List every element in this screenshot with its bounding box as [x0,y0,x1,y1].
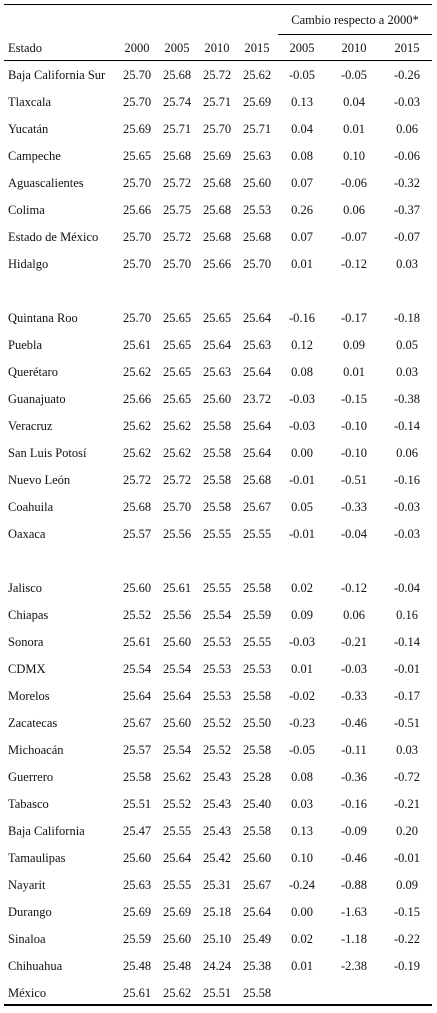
year-value: 25.65 [162,338,192,352]
year-value: 25.70 [122,68,152,82]
year-value: 25.56 [162,527,192,541]
state-name: Sinaloa [8,932,46,946]
year-value: 25.53 [202,635,232,649]
change-value: 0.06 [343,608,365,622]
state-name: Oaxaca [8,527,46,541]
change-value: 0.03 [291,797,313,811]
year-value: 25.62 [122,446,152,460]
year-value: 25.62 [162,770,192,784]
year-value: 25.65 [122,149,152,163]
year-value: 25.51 [122,797,152,811]
change-value: -0.26 [393,68,421,82]
year-value: 25.54 [122,662,152,676]
change-value: -0.38 [393,392,421,406]
change-value: -0.03 [340,662,368,676]
year-value: 25.71 [242,122,272,136]
state-name: Hidalgo [8,257,49,271]
change-value: -0.16 [288,311,316,325]
change-value: 0.01 [291,662,313,676]
top-rule [4,4,432,5]
state-column-header: Estado [8,41,43,55]
year-value: 25.68 [162,149,192,163]
state-name: Tabasco [8,797,49,811]
change-col-rule [382,34,432,35]
change-value: -0.51 [340,473,368,487]
change-value: -0.04 [340,527,368,541]
change-value: 0.00 [291,905,313,919]
year-value: 25.40 [242,797,272,811]
year-value: 25.69 [122,122,152,136]
change-value: 0.05 [396,338,418,352]
year-value: 25.60 [122,851,152,865]
year-value: 25.58 [122,770,152,784]
year-value: 25.61 [162,581,192,595]
change-value: 0.20 [396,824,418,838]
year-value: 25.58 [242,824,272,838]
year-value: 25.38 [242,959,272,973]
state-name: Quintana Roo [8,311,78,325]
change-value: -0.10 [340,446,368,460]
year-value: 25.55 [242,527,272,541]
change-value: 0.07 [291,230,313,244]
change-value: 0.02 [291,932,313,946]
year-value: 25.67 [122,716,152,730]
year-value: 25.63 [242,149,272,163]
change-value: -0.12 [340,581,368,595]
change-value: 0.04 [291,122,313,136]
year-value: 25.57 [122,743,152,757]
year-value: 25.65 [202,311,232,325]
change-value: 0.03 [396,365,418,379]
year-value: 25.68 [242,473,272,487]
change-value: -0.12 [340,257,368,271]
year-value: 25.58 [202,473,232,487]
year-value: 25.68 [202,203,232,217]
state-name: México [8,986,47,1000]
change-value: -0.03 [393,527,421,541]
year-column-header: 2010 [204,41,230,55]
state-name: Durango [8,905,52,919]
change-value: -0.22 [393,932,421,946]
year-value: 25.61 [122,338,152,352]
change-value: -0.51 [393,716,421,730]
year-value: 25.53 [202,689,232,703]
state-name: Aguascalientes [8,176,84,190]
change-value: -0.17 [340,311,368,325]
state-name: Campeche [8,149,61,163]
year-value: 24.24 [202,959,232,973]
year-value: 25.43 [202,797,232,811]
year-value: 25.69 [242,95,272,109]
year-value: 25.64 [242,365,272,379]
year-value: 25.64 [162,689,192,703]
change-value: -0.19 [393,959,421,973]
year-value: 25.72 [122,473,152,487]
year-value: 25.63 [242,338,272,352]
change-value: -0.03 [393,95,421,109]
year-value: 25.59 [122,932,152,946]
state-name: Nayarit [8,878,46,892]
change-value: -0.17 [393,689,421,703]
change-value: -1.63 [340,905,368,919]
year-value: 25.64 [122,689,152,703]
change-value: 0.04 [343,95,365,109]
state-name: Estado de México [8,230,99,244]
state-name: Baja California [8,824,85,838]
state-name: Veracruz [8,419,53,433]
change-value: -0.24 [288,878,316,892]
change-value: -0.33 [340,689,368,703]
change-value: -0.23 [288,716,316,730]
state-name: Nuevo León [8,473,71,487]
year-value: 25.68 [122,500,152,514]
change-value: 0.03 [396,743,418,757]
year-value: 25.18 [202,905,232,919]
year-value: 25.70 [122,311,152,325]
change-value: -1.18 [340,932,368,946]
state-name: Guanajuato [8,392,66,406]
change-value: -0.03 [288,419,316,433]
change-value: 0.02 [291,581,313,595]
change-value: -0.03 [393,500,421,514]
year-value: 25.58 [202,446,232,460]
year-value: 25.60 [162,932,192,946]
year-value: 25.64 [202,338,232,352]
change-value: 0.08 [291,149,313,163]
year-value: 25.51 [202,986,232,1000]
year-value: 25.57 [122,527,152,541]
year-value: 25.68 [162,68,192,82]
year-value: 25.61 [122,986,152,1000]
year-value: 25.48 [162,959,192,973]
year-value: 25.60 [122,581,152,595]
year-value: 25.58 [242,743,272,757]
year-value: 25.62 [122,419,152,433]
header-rule [4,60,432,61]
year-value: 25.64 [162,851,192,865]
change-value: -0.05 [340,68,368,82]
change-col-rule [330,34,378,35]
year-value: 25.47 [122,824,152,838]
change-value: -0.32 [393,176,421,190]
state-name: Guerrero [8,770,54,784]
change-value: -2.38 [340,959,368,973]
state-name: Zacatecas [8,716,58,730]
year-value: 25.50 [242,716,272,730]
change-value: -0.02 [288,689,316,703]
year-value: 25.64 [242,446,272,460]
state-name: Jalisco [8,581,43,595]
year-value: 25.52 [122,608,152,622]
year-value: 25.62 [242,68,272,82]
change-value: -0.01 [288,527,316,541]
change-value: -0.88 [340,878,368,892]
change-col-rule [278,34,326,35]
year-column-header: 2005 [164,41,190,55]
state-name: Tamaulipas [8,851,66,865]
change-value: 0.07 [291,176,313,190]
year-value: 25.52 [202,716,232,730]
year-value: 25.62 [162,986,192,1000]
year-value: 25.62 [162,419,192,433]
change-value: -0.01 [288,473,316,487]
year-value: 25.72 [162,230,192,244]
bottom-rule [4,1004,432,1006]
year-column-header: 2015 [244,41,270,55]
change-group-header: Cambio respecto a 2000* [291,13,419,27]
state-name: Coahuila [8,500,54,514]
change-year-column-header: 2005 [289,41,315,55]
year-value: 25.63 [122,878,152,892]
change-year-column-header: 2015 [394,41,420,55]
change-value: -0.06 [393,149,421,163]
year-value: 25.68 [202,176,232,190]
change-value: 0.01 [343,365,365,379]
year-value: 25.70 [242,257,272,271]
change-value: -0.16 [393,473,421,487]
year-value: 25.70 [122,257,152,271]
change-value: 0.03 [396,257,418,271]
change-value [278,983,326,1003]
year-value: 25.28 [242,770,272,784]
change-value: -0.04 [393,581,421,595]
year-value: 25.69 [162,905,192,919]
year-value: 25.66 [122,203,152,217]
year-value: 25.60 [162,635,192,649]
state-name: Yucatán [8,122,49,136]
change-value: -0.46 [340,716,368,730]
year-value: 25.55 [202,527,232,541]
year-value: 25.55 [202,581,232,595]
change-value: 0.06 [343,203,365,217]
year-value: 25.61 [122,635,152,649]
year-value: 25.72 [162,176,192,190]
state-name: Morelos [8,689,50,703]
change-value: 0.01 [343,122,365,136]
year-value: 25.64 [242,419,272,433]
year-value: 25.72 [202,68,232,82]
change-value: 0.10 [343,149,365,163]
state-name: Tlaxcala [8,95,52,109]
year-value: 25.53 [242,662,272,676]
year-value: 25.65 [162,365,192,379]
change-value: 0.09 [396,878,418,892]
year-value: 25.55 [162,824,192,838]
year-value: 25.70 [162,257,192,271]
year-value: 25.56 [162,608,192,622]
change-value: -0.72 [393,770,421,784]
year-value: 25.71 [162,122,192,136]
state-name: Puebla [8,338,43,352]
year-value: 25.72 [162,473,192,487]
year-value: 25.58 [242,581,272,595]
state-name: Chiapas [8,608,49,622]
change-value: -0.05 [288,743,316,757]
year-value: 25.54 [162,662,192,676]
year-value: 25.59 [242,608,272,622]
year-value: 25.71 [202,95,232,109]
change-value: -0.14 [393,419,421,433]
change-value: -0.07 [340,230,368,244]
change-value: 0.13 [291,824,313,838]
year-value: 25.67 [242,500,272,514]
year-value: 25.63 [202,365,232,379]
change-value: 0.08 [291,365,313,379]
year-value: 23.72 [242,392,272,406]
year-value: 25.65 [162,311,192,325]
year-value: 25.70 [202,122,232,136]
change-value: 0.10 [291,851,313,865]
state-name: Sonora [8,635,44,649]
change-value: 0.12 [291,338,313,352]
change-value: -0.37 [393,203,421,217]
year-value: 25.60 [242,851,272,865]
state-name: Michoacán [8,743,64,757]
year-value: 25.70 [122,230,152,244]
change-value: -0.21 [340,635,368,649]
year-value: 25.58 [202,419,232,433]
change-value: -0.33 [340,500,368,514]
year-value: 25.58 [202,500,232,514]
year-value: 25.54 [202,608,232,622]
change-value: -0.46 [340,851,368,865]
year-value: 25.52 [202,743,232,757]
year-value: 25.65 [162,392,192,406]
year-value: 25.75 [162,203,192,217]
change-value: -0.18 [393,311,421,325]
change-value: 0.13 [291,95,313,109]
year-value: 25.60 [202,392,232,406]
change-value: 0.08 [291,770,313,784]
change-value [382,983,432,1003]
year-value: 25.55 [162,878,192,892]
year-value: 25.60 [162,716,192,730]
year-value: 25.62 [162,446,192,460]
year-value: 25.42 [202,851,232,865]
year-value: 25.70 [122,176,152,190]
year-value: 25.54 [162,743,192,757]
change-value: -0.15 [393,905,421,919]
year-value: 25.58 [242,986,272,1000]
change-value: -0.01 [393,662,421,676]
change-value: 0.05 [291,500,313,514]
year-value: 25.68 [242,230,272,244]
year-value: 25.31 [202,878,232,892]
year-value: 25.52 [162,797,192,811]
change-value: -0.05 [288,68,316,82]
change-value: 0.01 [291,959,313,973]
change-value: 0.01 [291,257,313,271]
state-name: Querétaro [8,365,58,379]
year-value: 25.69 [122,905,152,919]
change-value: -0.11 [341,743,367,757]
change-value: -0.09 [340,824,368,838]
year-value: 25.58 [242,689,272,703]
change-value: -0.16 [340,797,368,811]
year-value: 25.60 [242,176,272,190]
state-name: San Luis Potosí [8,446,87,460]
year-value: 25.49 [242,932,272,946]
change-value: 0.06 [396,122,418,136]
change-value: 0.00 [291,446,313,460]
year-value: 25.68 [202,230,232,244]
year-value: 25.74 [162,95,192,109]
year-value: 25.10 [202,932,232,946]
change-value: 0.06 [396,446,418,460]
year-column-header: 2000 [124,41,150,55]
change-value: -0.03 [288,635,316,649]
year-value: 25.69 [202,149,232,163]
state-name: CDMX [8,662,46,676]
state-name: Baja California Sur [8,68,106,82]
change-value: -0.21 [393,797,421,811]
year-value: 25.53 [242,203,272,217]
change-value: -0.01 [393,851,421,865]
change-value: 0.09 [291,608,313,622]
year-value: 25.53 [202,662,232,676]
year-value: 25.66 [202,257,232,271]
change-value: -0.07 [393,230,421,244]
year-value: 25.67 [242,878,272,892]
year-value: 25.70 [162,500,192,514]
year-value: 25.64 [242,311,272,325]
change-year-column-header: 2010 [341,41,367,55]
change-value: -0.36 [340,770,368,784]
state-name: Colima [8,203,45,217]
change-value: 0.09 [343,338,365,352]
year-value: 25.55 [242,635,272,649]
year-value: 25.70 [122,95,152,109]
change-value: -0.03 [288,392,316,406]
change-value: -0.15 [340,392,368,406]
year-value: 25.62 [122,365,152,379]
change-value: -0.06 [340,176,368,190]
year-value: 25.43 [202,824,232,838]
change-value: -0.14 [393,635,421,649]
state-name: Chihuahua [8,959,63,973]
change-value: 0.16 [396,608,418,622]
change-value [330,983,378,1003]
change-value: 0.26 [291,203,313,217]
year-value: 25.43 [202,770,232,784]
change-value: -0.10 [340,419,368,433]
year-value: 25.66 [122,392,152,406]
year-value: 25.48 [122,959,152,973]
year-value: 25.64 [242,905,272,919]
